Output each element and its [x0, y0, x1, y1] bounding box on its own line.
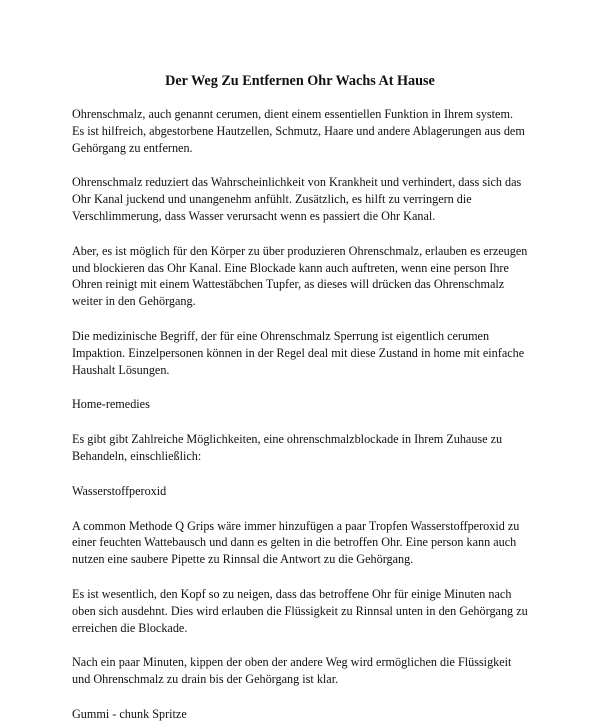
paragraph-drain: Nach ein paar Minuten, kippen der oben der andere Weg wird ermöglichen die Flüssigkeit und Ohrenschmalz zu drain bis der Gehörgang ist klar.	[72, 655, 512, 687]
paragraph-tilt-head: Es ist wesentlich, den Kopf so zu neigen, dass das betroffene Ohr für einige Minuten nach oben sich ausdehnt. Dies wird erlauben die Flüssigkeit zu Rinnsal unten in den Gehörgang zu erreichen die Blockade.	[72, 586, 528, 635]
paragraph-peroxide-method: A common Methode Q Grips wäre immer hinzufügen a paar Tropfen Wasserstoffperoxid zu einer feuchten Wattebausch und dann es gelten in die betroffen Ohr. Eine person kann auch nutzen eine saubere Pipette zu Rinnsal die Antwort zu die Gehörgang.	[72, 518, 520, 567]
paragraph-impaction: Die medizinische Begriff, der für eine Ohrenschmalz Sperrung ist eigentlich cerumen Impaktion. Einzelpersonen können in der Regel deal mit diese Zustand in home mit einfache Haushalt Lösungen.	[72, 328, 525, 377]
document-title: Der Weg Zu Entfernen Ohr Wachs At Hause	[165, 73, 435, 89]
paragraph-intro: Ohrenschmalz, auch genannt cerumen, dient einem essentiellen Funktion in Ihrem system. Es ist hilfreich, abgestorbene Hautzellen, Schmutz, Haare und andere Ablagerungen aus dem Gehörgang zu entfernen.	[72, 107, 525, 155]
section-heading-rubber-bulb-syringe: Gummi - chunk Spritze	[72, 706, 187, 721]
paragraph-overproduction: Aber, es ist möglich für den Körper zu über produzieren Ohrenschmalz, erlauben es erzeugen und blockieren das Ohr Kanal. Eine Blockade kann auch auftreten, wenn eine person Ihre Ohren reinigt mit einem Wattestäbchen Tupfer, as dieses will drücken das Ohrenschmalz weiter in den Gehörgang.	[72, 243, 528, 309]
section-heading-home-remedies: Home-remedies	[72, 397, 150, 412]
section-heading-hydrogen-peroxide: Wasserstoffperoxid	[72, 483, 167, 498]
paragraph-options: Es gibt gibt Zahlreiche Möglichkeiten, eine ohrenschmalzblockade in Ihrem Zuhause zu Behandeln, einschließlich:	[72, 432, 503, 463]
paragraph-benefits: Ohrenschmalz reduziert das Wahrscheinlichkeit von Krankheit und verhindert, dass sich das Ohr Kanal juckend und unangenehm anfühlt. Zusätzlich, es hilft zu verringern die Verschlimmerung, dass Wasser verursacht wenn es passiert die Ohr Kanal.	[72, 175, 522, 223]
